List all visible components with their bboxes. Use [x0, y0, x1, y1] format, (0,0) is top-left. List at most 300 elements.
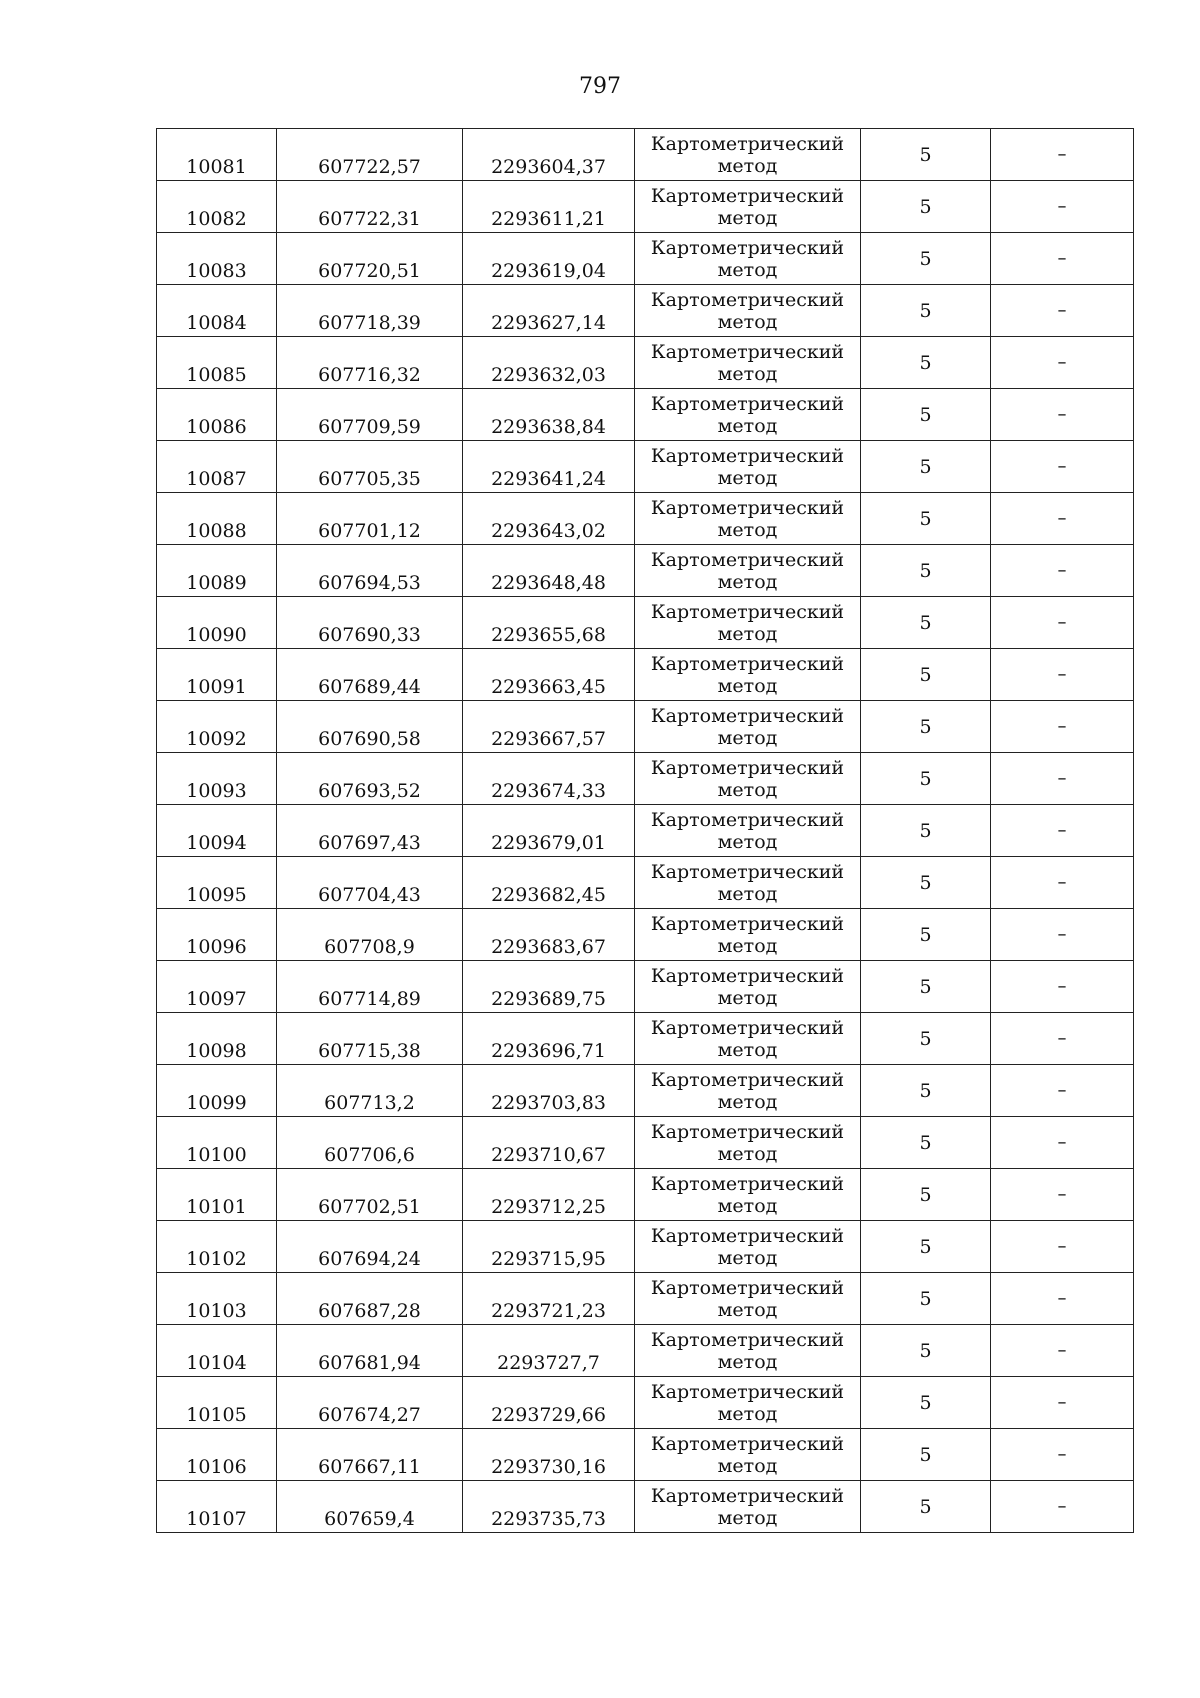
cell-accuracy — [861, 753, 991, 805]
note-dash: – — [1057, 1184, 1067, 1205]
point-number: 10087 — [186, 468, 247, 490]
accuracy-value: 5 — [919, 559, 932, 582]
cell-y-coordinate — [463, 857, 635, 909]
point-number: 10083 — [186, 260, 247, 282]
note-dash: – — [1057, 1236, 1067, 1257]
cell-note — [991, 545, 1134, 597]
y-coordinate: 2293643,02 — [491, 520, 606, 542]
cell-accuracy — [861, 649, 991, 701]
cell-x-coordinate — [277, 181, 463, 233]
cell-method — [635, 1117, 861, 1169]
method-line-2: метод — [717, 1506, 778, 1529]
accuracy-value: 5 — [919, 923, 932, 946]
cell-y-coordinate — [463, 545, 635, 597]
cell-method — [635, 1481, 861, 1533]
cell-y-coordinate — [463, 1221, 635, 1273]
y-coordinate: 2293696,71 — [491, 1040, 606, 1062]
y-coordinate: 2293712,25 — [491, 1196, 606, 1218]
cell-method — [635, 857, 861, 909]
cell-y-coordinate — [463, 701, 635, 753]
table-row — [157, 649, 1134, 701]
cell-accuracy — [861, 1065, 991, 1117]
table-row — [157, 493, 1134, 545]
cell-x-coordinate — [277, 389, 463, 441]
table-row — [157, 1325, 1134, 1377]
note-dash: – — [1057, 560, 1067, 581]
y-coordinate: 2293667,57 — [491, 728, 606, 750]
method-line-2: метод — [717, 1194, 778, 1217]
y-coordinate: 2293638,84 — [491, 416, 606, 438]
cell-note — [991, 1481, 1134, 1533]
table-body — [157, 129, 1134, 1533]
method-line-1: Картометрический — [650, 444, 845, 467]
x-coordinate: 607690,58 — [318, 728, 421, 750]
cell-note — [991, 1377, 1134, 1429]
table-row — [157, 1065, 1134, 1117]
note-dash: – — [1057, 1340, 1067, 1361]
cell-x-coordinate — [277, 805, 463, 857]
cell-point-number — [157, 805, 277, 857]
cell-method — [635, 337, 861, 389]
table-row — [157, 545, 1134, 597]
accuracy-value: 5 — [919, 1391, 932, 1414]
cell-point-number — [157, 545, 277, 597]
point-number: 10086 — [186, 416, 247, 438]
method-line-2: метод — [717, 518, 778, 541]
note-dash: – — [1057, 924, 1067, 945]
point-number: 10096 — [186, 936, 247, 958]
cell-x-coordinate — [277, 1013, 463, 1065]
accuracy-value: 5 — [919, 247, 932, 270]
x-coordinate: 607690,33 — [318, 624, 421, 646]
cell-x-coordinate — [277, 441, 463, 493]
accuracy-value: 5 — [919, 143, 932, 166]
cell-accuracy — [861, 233, 991, 285]
accuracy-value: 5 — [919, 1339, 932, 1362]
x-coordinate: 607704,43 — [318, 884, 421, 906]
cell-accuracy — [861, 1273, 991, 1325]
method-line-1: Картометрический — [650, 288, 845, 311]
point-number: 10097 — [186, 988, 247, 1010]
method-line-1: Картометрический — [650, 548, 845, 571]
cell-y-coordinate — [463, 805, 635, 857]
x-coordinate: 607694,53 — [318, 572, 421, 594]
cell-x-coordinate — [277, 701, 463, 753]
cell-note — [991, 233, 1134, 285]
cell-accuracy — [861, 701, 991, 753]
table-row — [157, 961, 1134, 1013]
cell-x-coordinate — [277, 545, 463, 597]
y-coordinate: 2293627,14 — [491, 312, 606, 334]
cell-accuracy — [861, 545, 991, 597]
method-line-2: метод — [717, 674, 778, 697]
method-line-1: Картометрический — [650, 184, 845, 207]
cell-method — [635, 129, 861, 181]
cell-y-coordinate — [463, 1065, 635, 1117]
cell-point-number — [157, 389, 277, 441]
cell-x-coordinate — [277, 1377, 463, 1429]
cell-method — [635, 181, 861, 233]
cell-method — [635, 389, 861, 441]
cell-note — [991, 285, 1134, 337]
table-row — [157, 701, 1134, 753]
method-line-1: Картометрический — [650, 1172, 845, 1195]
method-line-2: метод — [717, 726, 778, 749]
table-row — [157, 129, 1134, 181]
y-coordinate: 2293682,45 — [491, 884, 606, 906]
cell-method — [635, 701, 861, 753]
cell-x-coordinate — [277, 1065, 463, 1117]
x-coordinate: 607689,44 — [318, 676, 421, 698]
accuracy-value: 5 — [919, 871, 932, 894]
cell-note — [991, 1273, 1134, 1325]
x-coordinate: 607693,52 — [318, 780, 421, 802]
table-row — [157, 233, 1134, 285]
cell-accuracy — [861, 181, 991, 233]
cell-method — [635, 285, 861, 337]
cell-point-number — [157, 649, 277, 701]
x-coordinate: 607701,12 — [318, 520, 421, 542]
y-coordinate: 2293655,68 — [491, 624, 606, 646]
cell-point-number — [157, 1169, 277, 1221]
cell-method — [635, 1325, 861, 1377]
point-number: 10094 — [186, 832, 247, 854]
y-coordinate: 2293710,67 — [491, 1144, 606, 1166]
y-coordinate: 2293632,03 — [491, 364, 606, 386]
cell-accuracy — [861, 389, 991, 441]
cell-note — [991, 1013, 1134, 1065]
x-coordinate: 607694,24 — [318, 1248, 421, 1270]
cell-x-coordinate — [277, 1273, 463, 1325]
x-coordinate: 607714,89 — [318, 988, 421, 1010]
method-line-2: метод — [717, 1350, 778, 1373]
method-line-2: метод — [717, 986, 778, 1009]
point-number: 10090 — [186, 624, 247, 646]
table-row — [157, 285, 1134, 337]
cell-point-number — [157, 493, 277, 545]
cell-note — [991, 701, 1134, 753]
cell-note — [991, 441, 1134, 493]
point-number: 10093 — [186, 780, 247, 802]
method-line-1: Картометрический — [650, 1016, 845, 1039]
point-number: 10098 — [186, 1040, 247, 1062]
table-row — [157, 1429, 1134, 1481]
accuracy-value: 5 — [919, 1027, 932, 1050]
method-line-2: метод — [717, 466, 778, 489]
accuracy-value: 5 — [919, 195, 932, 218]
table-row — [157, 909, 1134, 961]
method-line-1: Картометрический — [650, 1432, 845, 1455]
note-dash: – — [1057, 1444, 1067, 1465]
method-line-1: Картометрический — [650, 1224, 845, 1247]
point-number: 10089 — [186, 572, 247, 594]
note-dash: – — [1057, 1080, 1067, 1101]
point-number: 10095 — [186, 884, 247, 906]
cell-note — [991, 597, 1134, 649]
cell-x-coordinate — [277, 1169, 463, 1221]
cell-method — [635, 441, 861, 493]
cell-accuracy — [861, 1117, 991, 1169]
method-line-1: Картометрический — [650, 600, 845, 623]
note-dash: – — [1057, 1132, 1067, 1153]
cell-accuracy — [861, 961, 991, 1013]
page-number: 797 — [579, 74, 621, 99]
cell-accuracy — [861, 285, 991, 337]
cell-point-number — [157, 1013, 277, 1065]
method-line-2: метод — [717, 1142, 778, 1165]
note-dash: – — [1057, 144, 1067, 165]
cell-y-coordinate — [463, 233, 635, 285]
cell-note — [991, 805, 1134, 857]
accuracy-value: 5 — [919, 975, 932, 998]
accuracy-value: 5 — [919, 1235, 932, 1258]
x-coordinate: 607716,32 — [318, 364, 421, 386]
method-line-1: Картометрический — [650, 912, 845, 935]
method-line-1: Картометрический — [650, 652, 845, 675]
cell-y-coordinate — [463, 1429, 635, 1481]
note-dash: – — [1057, 404, 1067, 425]
cell-note — [991, 1117, 1134, 1169]
accuracy-value: 5 — [919, 663, 932, 686]
cell-method — [635, 649, 861, 701]
y-coordinate: 2293703,83 — [491, 1092, 606, 1114]
method-line-2: метод — [717, 570, 778, 593]
cell-point-number — [157, 701, 277, 753]
cell-point-number — [157, 1273, 277, 1325]
cell-y-coordinate — [463, 597, 635, 649]
cell-accuracy — [861, 857, 991, 909]
table-row — [157, 1117, 1134, 1169]
cell-y-coordinate — [463, 1377, 635, 1429]
method-line-1: Картометрический — [650, 1120, 845, 1143]
cell-y-coordinate — [463, 389, 635, 441]
accuracy-value: 5 — [919, 455, 932, 478]
cell-method — [635, 1221, 861, 1273]
cell-x-coordinate — [277, 1117, 463, 1169]
cell-point-number — [157, 129, 277, 181]
accuracy-value: 5 — [919, 1443, 932, 1466]
cell-x-coordinate — [277, 857, 463, 909]
cell-note — [991, 1221, 1134, 1273]
note-dash: – — [1057, 872, 1067, 893]
y-coordinate: 2293689,75 — [491, 988, 606, 1010]
cell-note — [991, 337, 1134, 389]
cell-x-coordinate — [277, 909, 463, 961]
cell-point-number — [157, 1117, 277, 1169]
cell-method — [635, 1013, 861, 1065]
cell-accuracy — [861, 1481, 991, 1533]
point-number: 10084 — [186, 312, 247, 334]
cell-point-number — [157, 1065, 277, 1117]
x-coordinate: 607667,11 — [318, 1456, 421, 1478]
cell-x-coordinate — [277, 1221, 463, 1273]
point-number: 10091 — [186, 676, 247, 698]
note-dash: – — [1057, 768, 1067, 789]
method-line-1: Картометрический — [650, 392, 845, 415]
note-dash: – — [1057, 976, 1067, 997]
method-line-1: Картометрический — [650, 1380, 845, 1403]
cell-note — [991, 649, 1134, 701]
y-coordinate: 2293729,66 — [491, 1404, 606, 1426]
cell-y-coordinate — [463, 181, 635, 233]
cell-note — [991, 181, 1134, 233]
cell-y-coordinate — [463, 753, 635, 805]
point-number: 10085 — [186, 364, 247, 386]
method-line-1: Картометрический — [650, 1068, 845, 1091]
accuracy-value: 5 — [919, 507, 932, 530]
cell-accuracy — [861, 1377, 991, 1429]
accuracy-value: 5 — [919, 1079, 932, 1102]
note-dash: – — [1057, 300, 1067, 321]
point-number: 10099 — [186, 1092, 247, 1114]
table-row — [157, 441, 1134, 493]
cell-accuracy — [861, 493, 991, 545]
table-row — [157, 1221, 1134, 1273]
table-row — [157, 1481, 1134, 1533]
cell-point-number — [157, 753, 277, 805]
cell-point-number — [157, 1221, 277, 1273]
accuracy-value: 5 — [919, 611, 932, 634]
cell-x-coordinate — [277, 1481, 463, 1533]
cell-note — [991, 753, 1134, 805]
note-dash: – — [1057, 820, 1067, 841]
cell-x-coordinate — [277, 493, 463, 545]
cell-y-coordinate — [463, 1169, 635, 1221]
note-dash: – — [1057, 248, 1067, 269]
method-line-2: метод — [717, 362, 778, 385]
cell-point-number — [157, 857, 277, 909]
cell-note — [991, 389, 1134, 441]
cell-point-number — [157, 285, 277, 337]
y-coordinate: 2293683,67 — [491, 936, 606, 958]
cell-note — [991, 1325, 1134, 1377]
accuracy-value: 5 — [919, 1183, 932, 1206]
method-line-2: метод — [717, 1090, 778, 1113]
y-coordinate: 2293604,37 — [491, 156, 606, 178]
cell-x-coordinate — [277, 753, 463, 805]
cell-method — [635, 805, 861, 857]
method-line-2: метод — [717, 206, 778, 229]
y-coordinate: 2293727,7 — [497, 1352, 600, 1374]
accuracy-value: 5 — [919, 1131, 932, 1154]
cell-method — [635, 753, 861, 805]
x-coordinate: 607720,51 — [318, 260, 421, 282]
table-row — [157, 1273, 1134, 1325]
cell-accuracy — [861, 337, 991, 389]
note-dash: – — [1057, 664, 1067, 685]
cell-method — [635, 545, 861, 597]
table-row — [157, 1013, 1134, 1065]
cell-method — [635, 1065, 861, 1117]
cell-method — [635, 493, 861, 545]
method-line-2: метод — [717, 1246, 778, 1269]
note-dash: – — [1057, 1028, 1067, 1049]
accuracy-value: 5 — [919, 351, 932, 374]
y-coordinate: 2293730,16 — [491, 1456, 606, 1478]
method-line-2: метод — [717, 310, 778, 333]
note-dash: – — [1057, 612, 1067, 633]
cell-point-number — [157, 1325, 277, 1377]
method-line-1: Картометрический — [650, 808, 845, 831]
x-coordinate: 607659,4 — [324, 1508, 415, 1530]
cell-x-coordinate — [277, 129, 463, 181]
method-line-2: метод — [717, 1402, 778, 1425]
cell-point-number — [157, 1377, 277, 1429]
cell-y-coordinate — [463, 1325, 635, 1377]
cell-accuracy — [861, 1169, 991, 1221]
method-line-1: Картометрический — [650, 1484, 845, 1507]
cell-note — [991, 493, 1134, 545]
cell-y-coordinate — [463, 285, 635, 337]
cell-point-number — [157, 597, 277, 649]
note-dash: – — [1057, 1392, 1067, 1413]
note-dash: – — [1057, 456, 1067, 477]
x-coordinate: 607708,9 — [324, 936, 415, 958]
method-line-2: метод — [717, 622, 778, 645]
cell-method — [635, 961, 861, 1013]
cell-method — [635, 1377, 861, 1429]
method-line-1: Картометрический — [650, 132, 845, 155]
cell-method — [635, 233, 861, 285]
x-coordinate: 607702,51 — [318, 1196, 421, 1218]
x-coordinate: 607713,2 — [324, 1092, 415, 1114]
x-coordinate: 607715,38 — [318, 1040, 421, 1062]
y-coordinate: 2293721,23 — [491, 1300, 606, 1322]
cell-y-coordinate — [463, 441, 635, 493]
cell-point-number — [157, 233, 277, 285]
cell-note — [991, 961, 1134, 1013]
method-line-2: метод — [717, 258, 778, 281]
method-line-1: Картометрический — [650, 340, 845, 363]
x-coordinate: 607722,31 — [318, 208, 421, 230]
y-coordinate: 2293679,01 — [491, 832, 606, 854]
table-row — [157, 389, 1134, 441]
x-coordinate: 607705,35 — [318, 468, 421, 490]
y-coordinate: 2293619,04 — [491, 260, 606, 282]
accuracy-value: 5 — [919, 1495, 932, 1518]
cell-point-number — [157, 441, 277, 493]
x-coordinate: 607706,6 — [324, 1144, 415, 1166]
point-number: 10081 — [186, 156, 247, 178]
x-coordinate: 607718,39 — [318, 312, 421, 334]
note-dash: – — [1057, 1288, 1067, 1309]
method-line-2: метод — [717, 882, 778, 905]
cell-y-coordinate — [463, 493, 635, 545]
point-number: 10104 — [186, 1352, 247, 1374]
table-row — [157, 1377, 1134, 1429]
x-coordinate: 607674,27 — [318, 1404, 421, 1426]
cell-x-coordinate — [277, 597, 463, 649]
cell-y-coordinate — [463, 649, 635, 701]
method-line-1: Картометрический — [650, 1328, 845, 1351]
note-dash: – — [1057, 1496, 1067, 1517]
cell-accuracy — [861, 1325, 991, 1377]
point-number: 10106 — [186, 1456, 247, 1478]
method-line-1: Картометрический — [650, 1276, 845, 1299]
cell-y-coordinate — [463, 337, 635, 389]
note-dash: – — [1057, 352, 1067, 373]
cell-accuracy — [861, 1013, 991, 1065]
x-coordinate: 607681,94 — [318, 1352, 421, 1374]
cell-note — [991, 909, 1134, 961]
cell-x-coordinate — [277, 961, 463, 1013]
point-number: 10107 — [186, 1508, 247, 1530]
point-number: 10088 — [186, 520, 247, 542]
method-line-2: метод — [717, 414, 778, 437]
cell-note — [991, 857, 1134, 909]
method-line-1: Картометрический — [650, 236, 845, 259]
cell-note — [991, 129, 1134, 181]
